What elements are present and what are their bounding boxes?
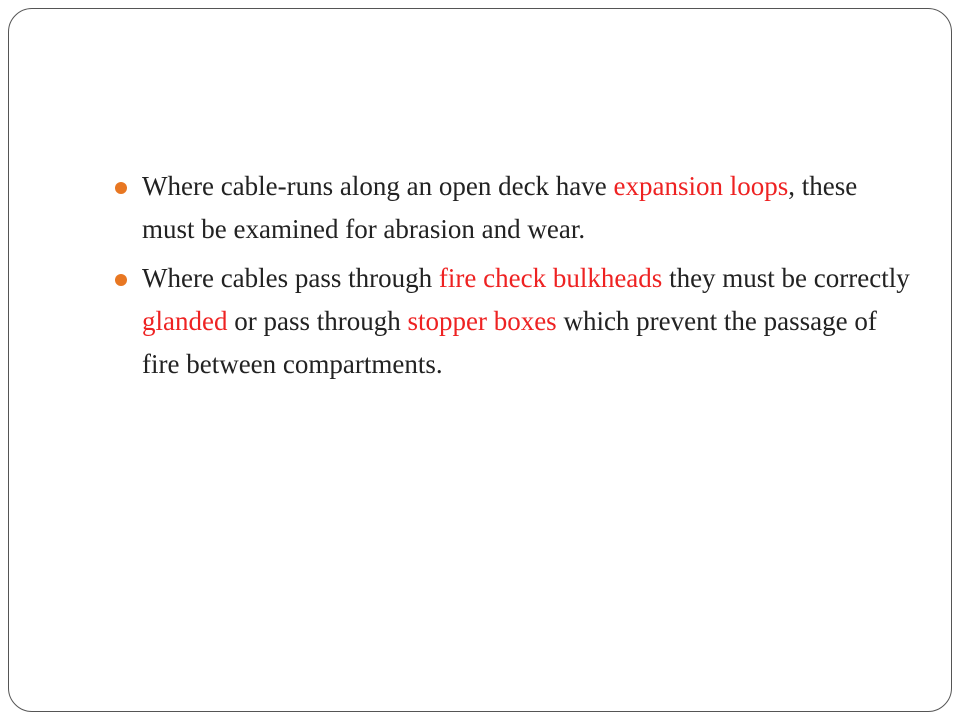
bullet-text-segment: which prevent the passage of fire between compartments. [142, 306, 877, 379]
bullet-text-segment: Where cables pass through [142, 263, 439, 293]
bullet-text-segment: or pass through [227, 306, 408, 336]
bullet-dot-icon [115, 182, 127, 194]
bullet-text-segment: , these must be examined for abrasion and wear. [142, 171, 858, 244]
bullet-item-fire-check-bulkheads [113, 257, 913, 386]
bullet-text-segment: Where cable-runs along an open deck have [142, 171, 614, 201]
bullet-dot-icon [115, 274, 127, 286]
highlighted-term: fire check bulkheads [438, 263, 663, 293]
slide-frame [8, 8, 952, 712]
bullet-item-expansion-loops [113, 165, 913, 251]
highlighted-term: expansion loops [613, 171, 789, 201]
highlighted-term: stopper boxes [407, 306, 557, 336]
bullet-text-segment: they must be correctly [662, 263, 910, 293]
highlighted-term: glanded [142, 306, 228, 336]
bullet-list [113, 165, 913, 392]
